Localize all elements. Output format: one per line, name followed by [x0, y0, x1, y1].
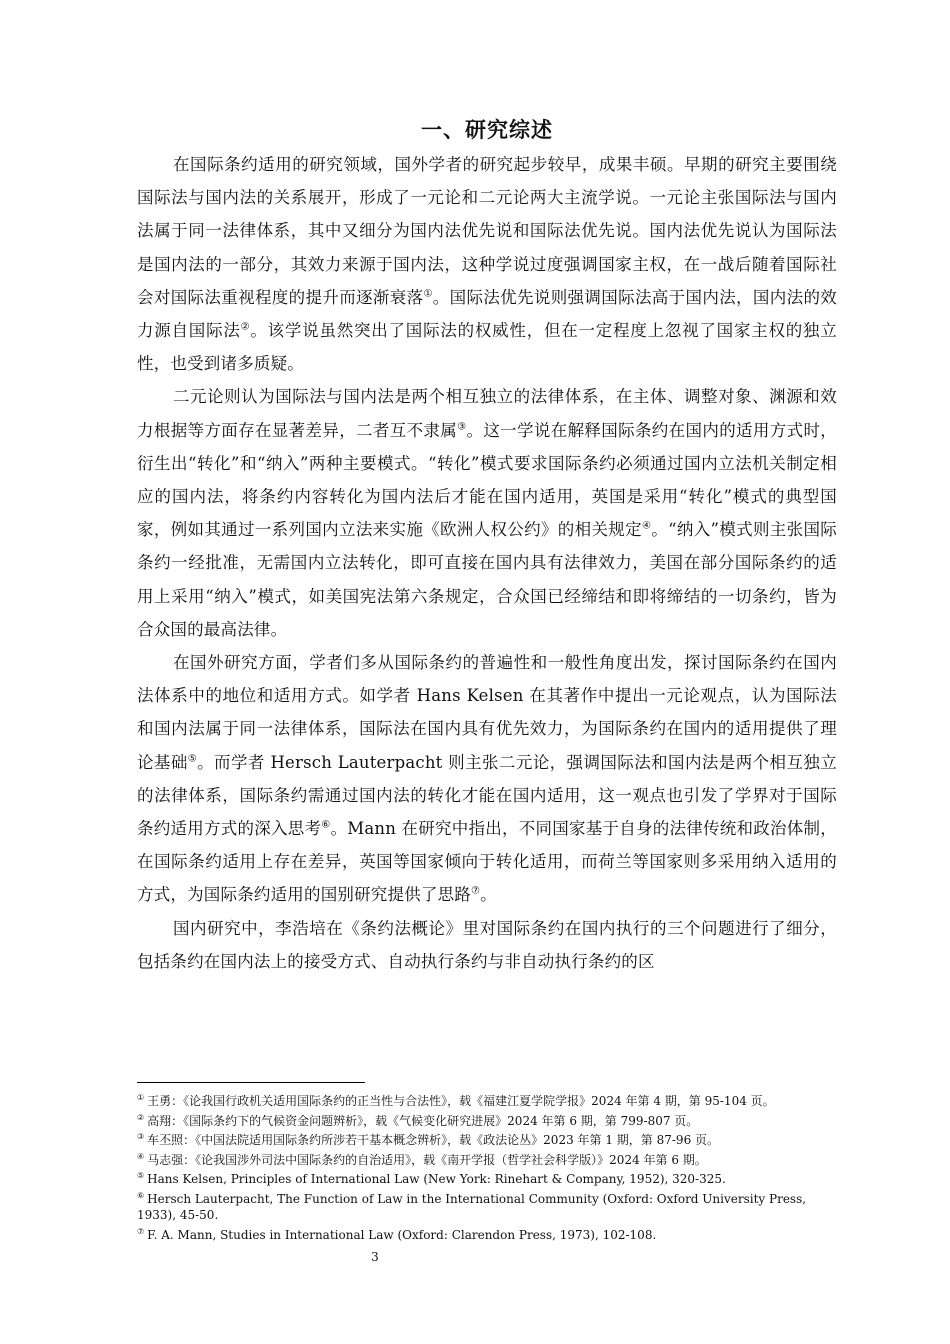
- footnote-mark-6[interactable]: ⑥: [321, 819, 331, 831]
- footnote-5: [137, 1168, 837, 1188]
- footnote-divider: [137, 1082, 365, 1083]
- paragraph-text: 。Mann 在研究中指出，不同国家基于自身的法律传统和政治体制，在国际条约适用上存在差异，英国等国家倾向于转化适用，而荷兰等国家则多采用纳入适用的方式，为国际条约适用的国别研究提供了思路: [137, 819, 837, 905]
- body-text: [137, 148, 837, 978]
- paragraph-text: 在国外研究方面，学者们多从国际条约的普遍性和一般性角度出发，探讨国际条约在国内法体系中的地位和适用方式。如学者 Hans Kelsen 在其著作中提出一元论观点，认为国际法和国内法属于同一法律体系，国际法在国内具有优先效力，为国际条约在国内的适用提供了理论基础: [137, 653, 837, 772]
- footnote-text: 高翔：《国际条约下的气候资金问题辨析》，载《气候变化研究进展》2024 年第 6 期，第 799-807 页。: [147, 1113, 699, 1128]
- footnote-number: ⑦: [137, 1226, 145, 1236]
- footnote-mark-1[interactable]: ①: [423, 288, 433, 300]
- paragraph-text: 。这一学说在解释国际条约在国内的适用方式时，衍生出“转化”和“纳入”两种主要模式。“转化”模式要求国际条约必须通过国内立法机关制定相应的国内法，将条约内容转化为国内法后才能在国内适用，英国是采用“转化”模式的典型国家，例如其通过一系列国内立法来实施《欧洲人权公约》的相关规定: [137, 420, 837, 540]
- footnote-1: [137, 1090, 837, 1110]
- footnote-4: [137, 1149, 837, 1169]
- footnotes: [137, 1090, 837, 1243]
- footnote-text: 马志强：《论我国涉外司法中国际条约的自治适用》，载《南开学报（哲学社会科学版）》2024 年第 6 期。: [147, 1152, 707, 1167]
- footnote-number: ②: [137, 1112, 145, 1122]
- footnote-mark-4[interactable]: ④: [641, 520, 652, 532]
- paragraph-text: 二元论则认为国际法与国内法是两个相互独立的法律体系，在主体、调整对象、渊源和效力根据等方面存在显著差异，二者互不隶属: [137, 387, 837, 440]
- footnote-mark-3[interactable]: ③: [457, 421, 467, 433]
- paragraph-2: [137, 380, 837, 646]
- page-number: 3: [371, 1250, 379, 1264]
- footnote-2: [137, 1110, 837, 1130]
- section-heading: 一、研究综述: [421, 118, 553, 142]
- footnote-text: 车丕照：《中国法院适用国际条约所涉若干基本概念辨析》，载《政法论丛》2023 年第 1 期，第 87-96 页。: [147, 1133, 720, 1147]
- footnote-mark-7[interactable]: ⑦: [471, 885, 481, 897]
- footnote-text: Hans Kelsen, Principles of International Law (New York: Rinehart & Company, 1952), 320-325.: [147, 1172, 726, 1186]
- footnote-mark-2[interactable]: ②: [240, 321, 251, 333]
- footnote-number: ⑤: [137, 1171, 145, 1180]
- paragraph-text: 国内研究中，李浩培在《条约法概论》里对国际条约在国内执行的三个问题进行了细分，包括条约在国内法上的接受方式、自动执行条约与非自动执行条约的区: [137, 918, 837, 971]
- footnote-text: Hersch Lauterpacht, The Function of Law in the International Community (Oxford: Oxford University Press, 1933), 45-50.: [137, 1191, 807, 1222]
- paragraph-text: 。“纳入”模式则主张国际条约一经批准，无需国内立法转化，即可直接在国内具有法律效力，美国在部分国际条约的适用上采用“纳入”模式，如美国宪法第六条规定，合众国已经缔结和即将缔结的一切条约，皆为合众国的最高法律。: [137, 520, 838, 639]
- footnote-3: [137, 1129, 837, 1149]
- footnote-6: [137, 1188, 837, 1224]
- paragraph-text: 。该学说虽然突出了国际法的权威性，但在一定程度上忽视了国家主权的独立性，也受到诸多质疑。: [137, 321, 837, 374]
- paragraph-3: [137, 646, 837, 912]
- footnote-text: 王勇：《论我国行政机关适用国际条约的正当性与合法性》，载《福建江夏学院学报》2024 年第 4 期，第 95-104 页。: [147, 1094, 775, 1108]
- footnote-number: ①: [137, 1093, 145, 1102]
- footnote-7: [137, 1224, 837, 1244]
- paragraph-4: [137, 912, 837, 978]
- footnote-number: ③: [137, 1132, 145, 1141]
- paragraph-text: 。而学者 Hersch Lauterpacht 则主张二元论，强调国际法和国内法是两个相互独立的法律体系，国际条约需通过国内法的转化才能在国内适用，这一观点也引发了学界对于国际条约适用方式的深入思考: [137, 752, 837, 839]
- paragraph-text: 在国际条约适用的研究领域，国外学者的研究起步较早，成果丰硕。早期的研究主要围绕国际法与国内法的关系展开，形成了一元论和二元论两大主流学说。一元论主张国际法与国内法属于同一法律体系，其中又细分为国内法优先说和国际法优先说。国内法优先说认为国际法是国内法的一部分，其效力来源于国内法，这种学说过度强调国家主权，在一战后随着国际社会对国际法重视程度的提升而逐渐衰落: [137, 155, 837, 307]
- footnote-text: F. A. Mann, Studies in International Law (Oxford: Clarendon Press, 1973), 102-108.: [147, 1227, 657, 1242]
- paragraph-text: 。: [480, 885, 497, 905]
- paragraph-text: 。国际法优先说则强调国际法高于国内法，国内法的效力源自国际法: [137, 287, 837, 341]
- paragraph-1: [137, 148, 837, 380]
- footnote-mark-5[interactable]: ⑤: [187, 753, 198, 765]
- footnote-number: ④: [137, 1151, 145, 1161]
- footnote-number: ⑥: [137, 1190, 145, 1200]
